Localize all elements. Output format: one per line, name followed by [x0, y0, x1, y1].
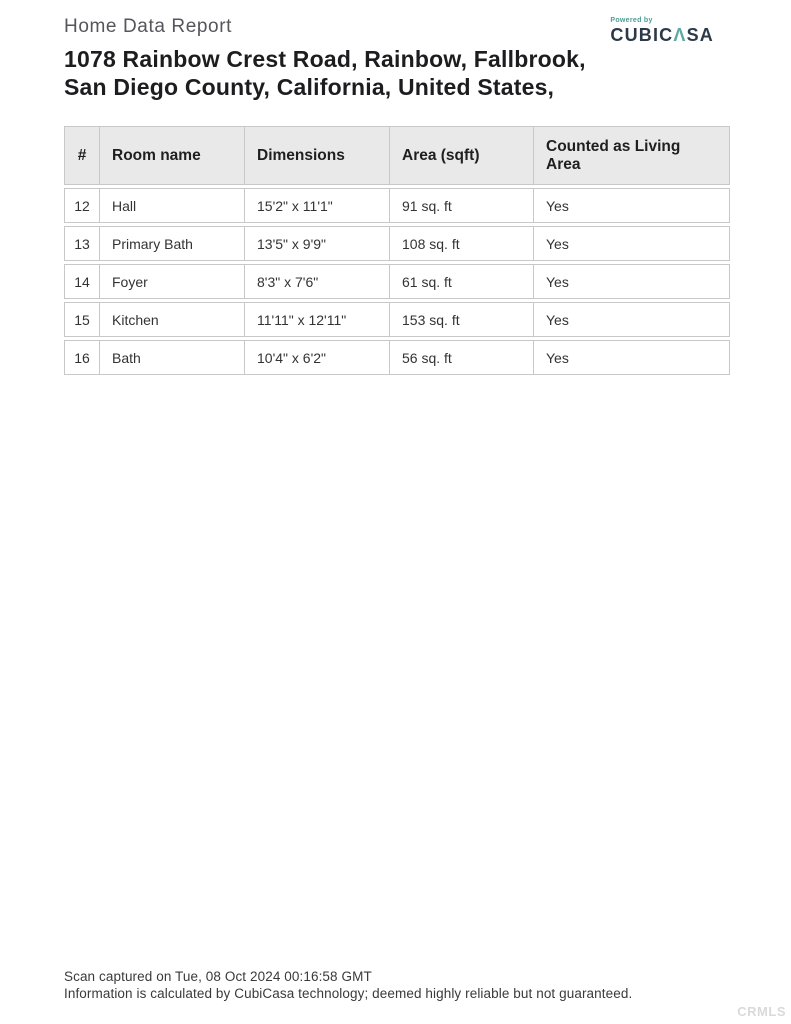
cell-counted-living: Yes [533, 340, 730, 375]
cell-area: 108 sq. ft [389, 226, 533, 261]
cell-room-name: Foyer [99, 264, 244, 299]
cell-dimensions: 13'5" x 9'9" [244, 226, 389, 261]
cell-room-name: Kitchen [99, 302, 244, 337]
cell-number: 16 [64, 340, 99, 375]
cell-number: 12 [64, 188, 99, 223]
table-row [64, 340, 730, 375]
report-footer [64, 969, 632, 1002]
table-row [64, 226, 730, 261]
header-area: Area (sqft) [389, 126, 533, 185]
cell-room-name: Hall [99, 188, 244, 223]
wordmark-caret-icon: Λ [673, 25, 687, 45]
cell-dimensions: 15'2" x 11'1" [244, 188, 389, 223]
cell-counted-living: Yes [533, 302, 730, 337]
table-row [64, 264, 730, 299]
cubicasa-wordmark [610, 25, 714, 45]
header-room-name: Room name [99, 126, 244, 185]
powered-by-label: Powered by [610, 17, 653, 24]
property-address [64, 45, 586, 101]
crmls-watermark: CRMLS [737, 1004, 786, 1019]
cubicasa-logo [610, 16, 714, 45]
header-counted-living: Counted as Living Area [533, 126, 730, 185]
address-line-2: San Diego County, California, United States, [64, 74, 555, 100]
cell-area: 56 sq. ft [389, 340, 533, 375]
cell-room-name: Primary Bath [99, 226, 244, 261]
disclaimer-text: Information is calculated by CubiCasa technology; deemed highly reliable but not guaranteed. [64, 985, 633, 1001]
address-line-1: 1078 Rainbow Crest Road, Rainbow, Fallbrook, [64, 46, 586, 72]
cell-area: 91 sq. ft [389, 188, 533, 223]
cell-number: 15 [64, 302, 99, 337]
cell-dimensions: 8'3" x 7'6" [244, 264, 389, 299]
cell-room-name: Bath [99, 340, 244, 375]
cell-area: 61 sq. ft [389, 264, 533, 299]
cell-counted-living: Yes [533, 264, 730, 299]
cell-counted-living: Yes [533, 226, 730, 261]
cell-dimensions: 10'4" x 6'2" [244, 340, 389, 375]
cell-number: 14 [64, 264, 99, 299]
table-row [64, 188, 730, 223]
report-header [0, 0, 791, 101]
header-number: # [64, 126, 99, 185]
wordmark-part1: CUBIC [610, 25, 674, 45]
cell-dimensions: 11'11" x 12'11" [244, 302, 389, 337]
room-data-table [64, 123, 730, 378]
cell-counted-living: Yes [533, 188, 730, 223]
title-block [64, 16, 586, 101]
table-header-row [64, 126, 730, 185]
scan-captured-text: Scan captured on Tue, 08 Oct 2024 00:16:58 GMT [64, 969, 372, 984]
table-row [64, 302, 730, 337]
header-dimensions: Dimensions [244, 126, 389, 185]
cell-area: 153 sq. ft [389, 302, 533, 337]
wordmark-part2: SA [686, 25, 714, 45]
cell-number: 13 [64, 226, 99, 261]
report-title: Home Data Report [64, 16, 233, 37]
